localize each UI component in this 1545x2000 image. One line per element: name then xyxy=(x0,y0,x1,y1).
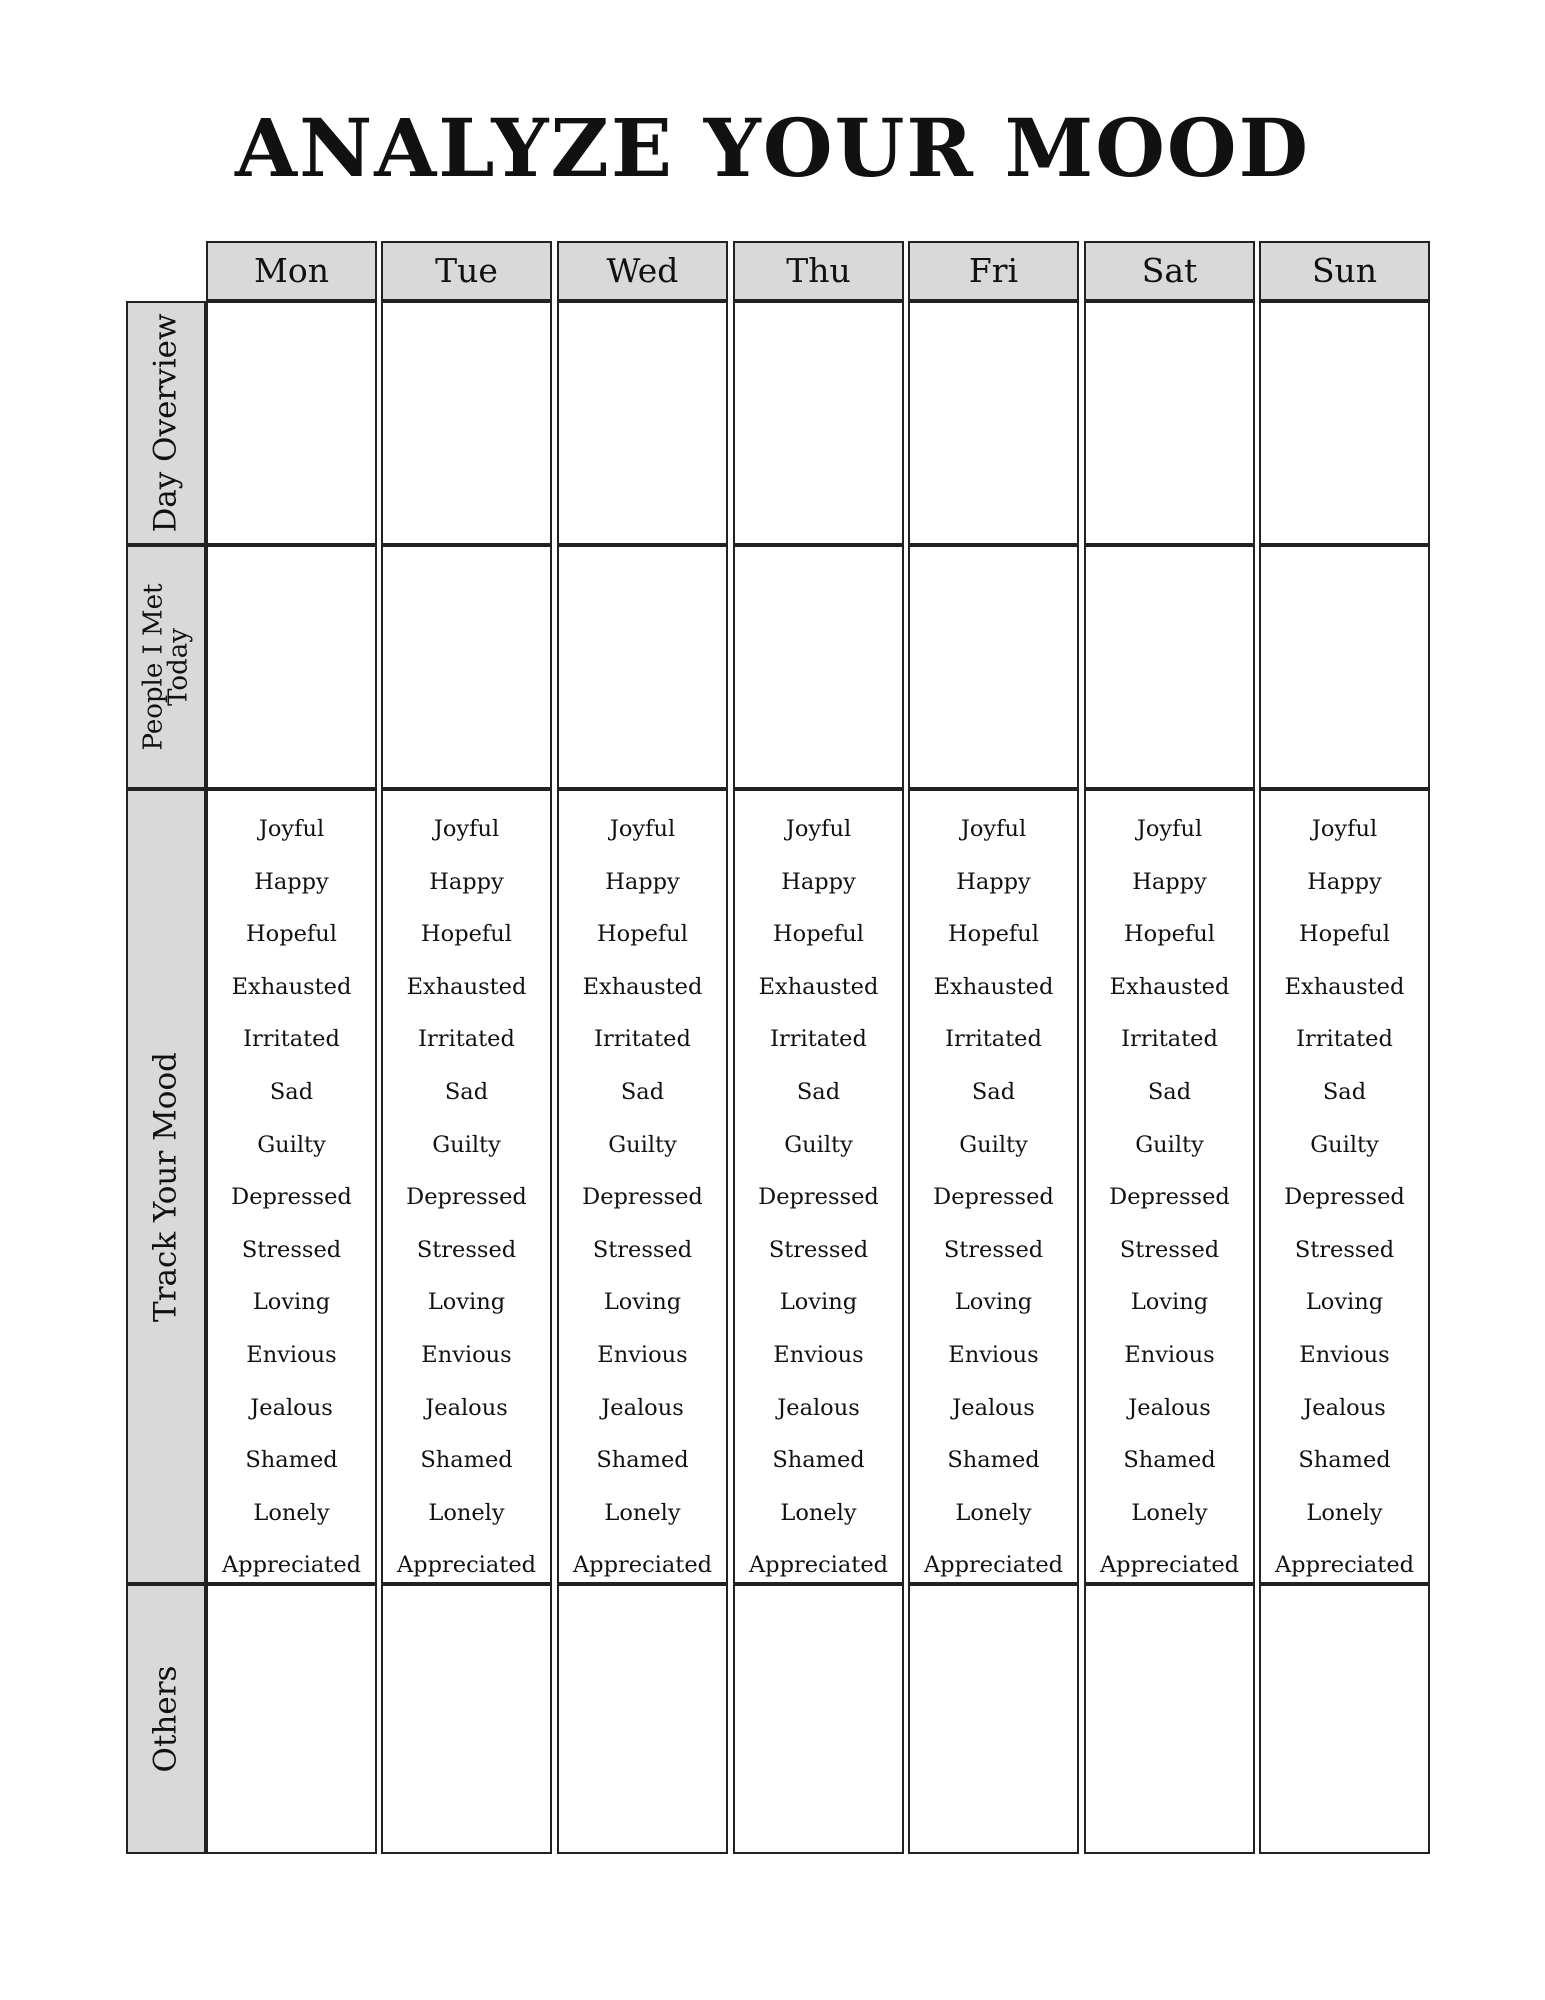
people-met-cell-thu[interactable] xyxy=(733,545,904,789)
mood-option[interactable]: Loving xyxy=(427,1289,506,1316)
mood-option[interactable]: Happy xyxy=(254,868,329,895)
day-header-fri: Fri xyxy=(908,241,1079,301)
day-overview-cell-fri[interactable] xyxy=(908,301,1079,545)
mood-option[interactable]: Happy xyxy=(956,868,1031,895)
mood-option[interactable]: Sad xyxy=(1147,1078,1192,1105)
mood-option[interactable]: Stressed xyxy=(768,1236,869,1263)
people-met-cell-sun[interactable] xyxy=(1259,545,1430,789)
mood-list-sun xyxy=(1261,803,1428,1592)
day-overview-cell-thu[interactable] xyxy=(733,301,904,545)
mood-option[interactable]: Irritated xyxy=(1121,1026,1218,1053)
others-cell-wed[interactable] xyxy=(557,1584,728,1854)
mood-option[interactable]: Lonely xyxy=(428,1499,505,1526)
row-label-track-mood-text: Track Your Mood xyxy=(147,1051,184,1322)
others-cell-thu[interactable] xyxy=(733,1584,904,1854)
row-label-day-overview xyxy=(126,301,206,545)
day-header-sat: Sat xyxy=(1084,241,1255,301)
mood-option[interactable]: Envious xyxy=(246,1341,337,1368)
mood-option[interactable]: Shamed xyxy=(420,1447,513,1474)
mood-option[interactable]: Hopeful xyxy=(1124,921,1215,948)
mood-list-fri xyxy=(910,803,1077,1592)
mood-option[interactable]: Shamed xyxy=(1298,1447,1391,1474)
row-label-others-text: Others xyxy=(147,1665,184,1773)
mood-option[interactable]: Loving xyxy=(954,1289,1033,1316)
people-met-cell-fri[interactable] xyxy=(908,545,1079,789)
mood-option[interactable]: Stressed xyxy=(592,1236,693,1263)
mood-option[interactable]: Irritated xyxy=(770,1026,867,1053)
mood-option[interactable]: Depressed xyxy=(1284,1184,1405,1211)
mood-option[interactable]: Appreciated xyxy=(923,1552,1064,1579)
track-mood-cell-mon xyxy=(206,789,377,1584)
people-met-cell-tue[interactable] xyxy=(381,545,552,789)
others-cell-mon[interactable] xyxy=(206,1584,377,1854)
mood-option[interactable]: Joyful xyxy=(960,816,1027,842)
track-mood-cell-sat xyxy=(1084,789,1255,1584)
mood-option[interactable]: Sad xyxy=(269,1078,314,1105)
mood-option[interactable]: Loving xyxy=(252,1289,331,1316)
row-label-day-overview-text: Day Overview xyxy=(147,313,184,533)
mood-option[interactable]: Appreciated xyxy=(572,1552,713,1579)
day-header-sun: Sun xyxy=(1259,241,1430,301)
mood-option[interactable]: Joyful xyxy=(1136,816,1203,842)
mood-option[interactable]: Exhausted xyxy=(933,973,1054,1000)
day-overview-cell-mon[interactable] xyxy=(206,301,377,545)
mood-option[interactable]: Appreciated xyxy=(396,1552,537,1579)
mood-option[interactable]: Guilty xyxy=(784,1131,853,1158)
mood-option[interactable]: Depressed xyxy=(406,1184,527,1211)
track-mood-cell-wed xyxy=(557,789,728,1584)
mood-option[interactable]: Guilty xyxy=(608,1131,677,1158)
mood-option[interactable]: Hopeful xyxy=(597,921,688,948)
mood-option[interactable]: Hopeful xyxy=(1299,921,1390,948)
mood-option[interactable]: Guilty xyxy=(257,1131,326,1158)
mood-option[interactable]: Envious xyxy=(421,1341,512,1368)
mood-option[interactable]: Happy xyxy=(1307,868,1382,895)
page-title: ANALYZE YOUR MOOD xyxy=(235,101,1310,195)
mood-option[interactable]: Loving xyxy=(779,1289,858,1316)
others-cell-sat[interactable] xyxy=(1084,1584,1255,1854)
mood-option[interactable]: Happy xyxy=(781,868,856,895)
people-met-cell-sat[interactable] xyxy=(1084,545,1255,789)
track-mood-cell-sun xyxy=(1259,789,1430,1584)
mood-option[interactable]: Sad xyxy=(444,1078,489,1105)
mood-option[interactable]: Lonely xyxy=(780,1499,857,1526)
mood-option[interactable]: Depressed xyxy=(231,1184,352,1211)
mood-option[interactable]: Exhausted xyxy=(1284,973,1405,1000)
mood-option[interactable]: Joyful xyxy=(609,816,676,842)
mood-option[interactable]: Jealous xyxy=(1128,1394,1211,1421)
mood-option[interactable]: Jealous xyxy=(952,1394,1035,1421)
mood-option[interactable]: Loving xyxy=(603,1289,682,1316)
day-header-mon: Mon xyxy=(206,241,377,301)
mood-option[interactable]: Irritated xyxy=(945,1026,1042,1053)
people-met-cell-wed[interactable] xyxy=(557,545,728,789)
mood-option[interactable]: Happy xyxy=(605,868,680,895)
mood-option[interactable]: Appreciated xyxy=(1099,1552,1240,1579)
mood-option[interactable]: Appreciated xyxy=(748,1552,889,1579)
day-header-wed: Wed xyxy=(557,241,728,301)
mood-list-mon xyxy=(208,803,375,1592)
mood-option[interactable]: Hopeful xyxy=(421,921,512,948)
mood-option[interactable]: Depressed xyxy=(933,1184,1054,1211)
mood-option[interactable]: Stressed xyxy=(943,1236,1044,1263)
day-overview-cell-wed[interactable] xyxy=(557,301,728,545)
mood-option[interactable]: Loving xyxy=(1305,1289,1384,1316)
mood-option[interactable]: Stressed xyxy=(241,1236,342,1263)
mood-option[interactable]: Sad xyxy=(971,1078,1016,1105)
mood-option[interactable]: Hopeful xyxy=(246,921,337,948)
track-mood-cell-thu xyxy=(733,789,904,1584)
day-overview-cell-sun[interactable] xyxy=(1259,301,1430,545)
others-cell-fri[interactable] xyxy=(908,1584,1079,1854)
mood-option[interactable]: Guilty xyxy=(1135,1131,1204,1158)
mood-list-thu xyxy=(735,803,902,1592)
mood-option[interactable]: Happy xyxy=(1132,868,1207,895)
row-label-people-met-text: People I Met Today xyxy=(138,583,193,751)
mood-option[interactable]: Joyful xyxy=(258,816,325,842)
mood-option[interactable]: Hopeful xyxy=(948,921,1039,948)
day-header-tue: Tue xyxy=(381,241,552,301)
mood-option[interactable]: Exhausted xyxy=(231,973,352,1000)
mood-option[interactable]: Lonely xyxy=(955,1499,1032,1526)
mood-option[interactable]: Joyful xyxy=(433,816,500,842)
mood-option[interactable]: Joyful xyxy=(1311,816,1378,842)
mood-option[interactable]: Envious xyxy=(773,1341,864,1368)
mood-option[interactable]: Guilty xyxy=(1310,1131,1379,1158)
mood-list-tue xyxy=(383,803,550,1592)
mood-option[interactable]: Irritated xyxy=(594,1026,691,1053)
track-mood-cell-fri xyxy=(908,789,1079,1584)
mood-option[interactable]: Depressed xyxy=(582,1184,703,1211)
mood-option[interactable]: Lonely xyxy=(253,1499,330,1526)
mood-list-wed xyxy=(559,803,726,1592)
mood-option[interactable]: Loving xyxy=(1130,1289,1209,1316)
day-overview-cell-sat[interactable] xyxy=(1084,301,1255,545)
mood-option[interactable]: Shamed xyxy=(245,1447,338,1474)
mood-option[interactable]: Exhausted xyxy=(406,973,527,1000)
mood-option[interactable]: Envious xyxy=(948,1341,1039,1368)
day-header-thu: Thu xyxy=(733,241,904,301)
mood-option[interactable]: Envious xyxy=(597,1341,688,1368)
mood-option[interactable]: Hopeful xyxy=(773,921,864,948)
mood-option[interactable]: Shamed xyxy=(772,1447,865,1474)
mood-option[interactable]: Irritated xyxy=(243,1026,340,1053)
mood-option[interactable]: Happy xyxy=(429,868,504,895)
row-label-people-met xyxy=(126,545,206,789)
track-mood-cell-tue xyxy=(381,789,552,1584)
mood-option[interactable]: Stressed xyxy=(1294,1236,1395,1263)
people-met-cell-mon[interactable] xyxy=(206,545,377,789)
others-cell-tue[interactable] xyxy=(381,1584,552,1854)
mood-option[interactable]: Irritated xyxy=(1296,1026,1393,1053)
mood-option[interactable]: Depressed xyxy=(1109,1184,1230,1211)
mood-option[interactable]: Jealous xyxy=(777,1394,860,1421)
mood-option[interactable]: Lonely xyxy=(1306,1499,1383,1526)
mood-option[interactable]: Jealous xyxy=(601,1394,684,1421)
mood-option[interactable]: Appreciated xyxy=(221,1552,362,1579)
mood-option[interactable]: Lonely xyxy=(1131,1499,1208,1526)
mood-option[interactable]: Exhausted xyxy=(582,973,703,1000)
mood-option[interactable]: Jealous xyxy=(1303,1394,1386,1421)
day-overview-cell-tue[interactable] xyxy=(381,301,552,545)
mood-option[interactable]: Shamed xyxy=(1123,1447,1216,1474)
mood-option[interactable]: Envious xyxy=(1124,1341,1215,1368)
mood-option[interactable]: Shamed xyxy=(947,1447,1040,1474)
row-label-track-mood xyxy=(126,789,206,1584)
mood-option[interactable]: Jealous xyxy=(425,1394,508,1421)
mood-option[interactable]: Jealous xyxy=(250,1394,333,1421)
mood-option[interactable]: Irritated xyxy=(418,1026,515,1053)
mood-option[interactable]: Sad xyxy=(620,1078,665,1105)
mood-option[interactable]: Exhausted xyxy=(758,973,879,1000)
mood-list-sat xyxy=(1086,803,1253,1592)
mood-option[interactable]: Shamed xyxy=(596,1447,689,1474)
mood-option[interactable]: Sad xyxy=(796,1078,841,1105)
mood-option[interactable]: Stressed xyxy=(1119,1236,1220,1263)
others-cell-sun[interactable] xyxy=(1259,1584,1430,1854)
mood-option[interactable]: Guilty xyxy=(959,1131,1028,1158)
row-label-others xyxy=(126,1584,206,1854)
mood-option[interactable]: Appreciated xyxy=(1274,1552,1415,1579)
mood-option[interactable]: Stressed xyxy=(416,1236,517,1263)
mood-option[interactable]: Exhausted xyxy=(1109,973,1230,1000)
mood-option[interactable]: Depressed xyxy=(758,1184,879,1211)
mood-option[interactable]: Lonely xyxy=(604,1499,681,1526)
mood-option[interactable]: Guilty xyxy=(432,1131,501,1158)
mood-option[interactable]: Sad xyxy=(1322,1078,1367,1105)
mood-option[interactable]: Joyful xyxy=(785,816,852,842)
mood-option[interactable]: Envious xyxy=(1299,1341,1390,1368)
